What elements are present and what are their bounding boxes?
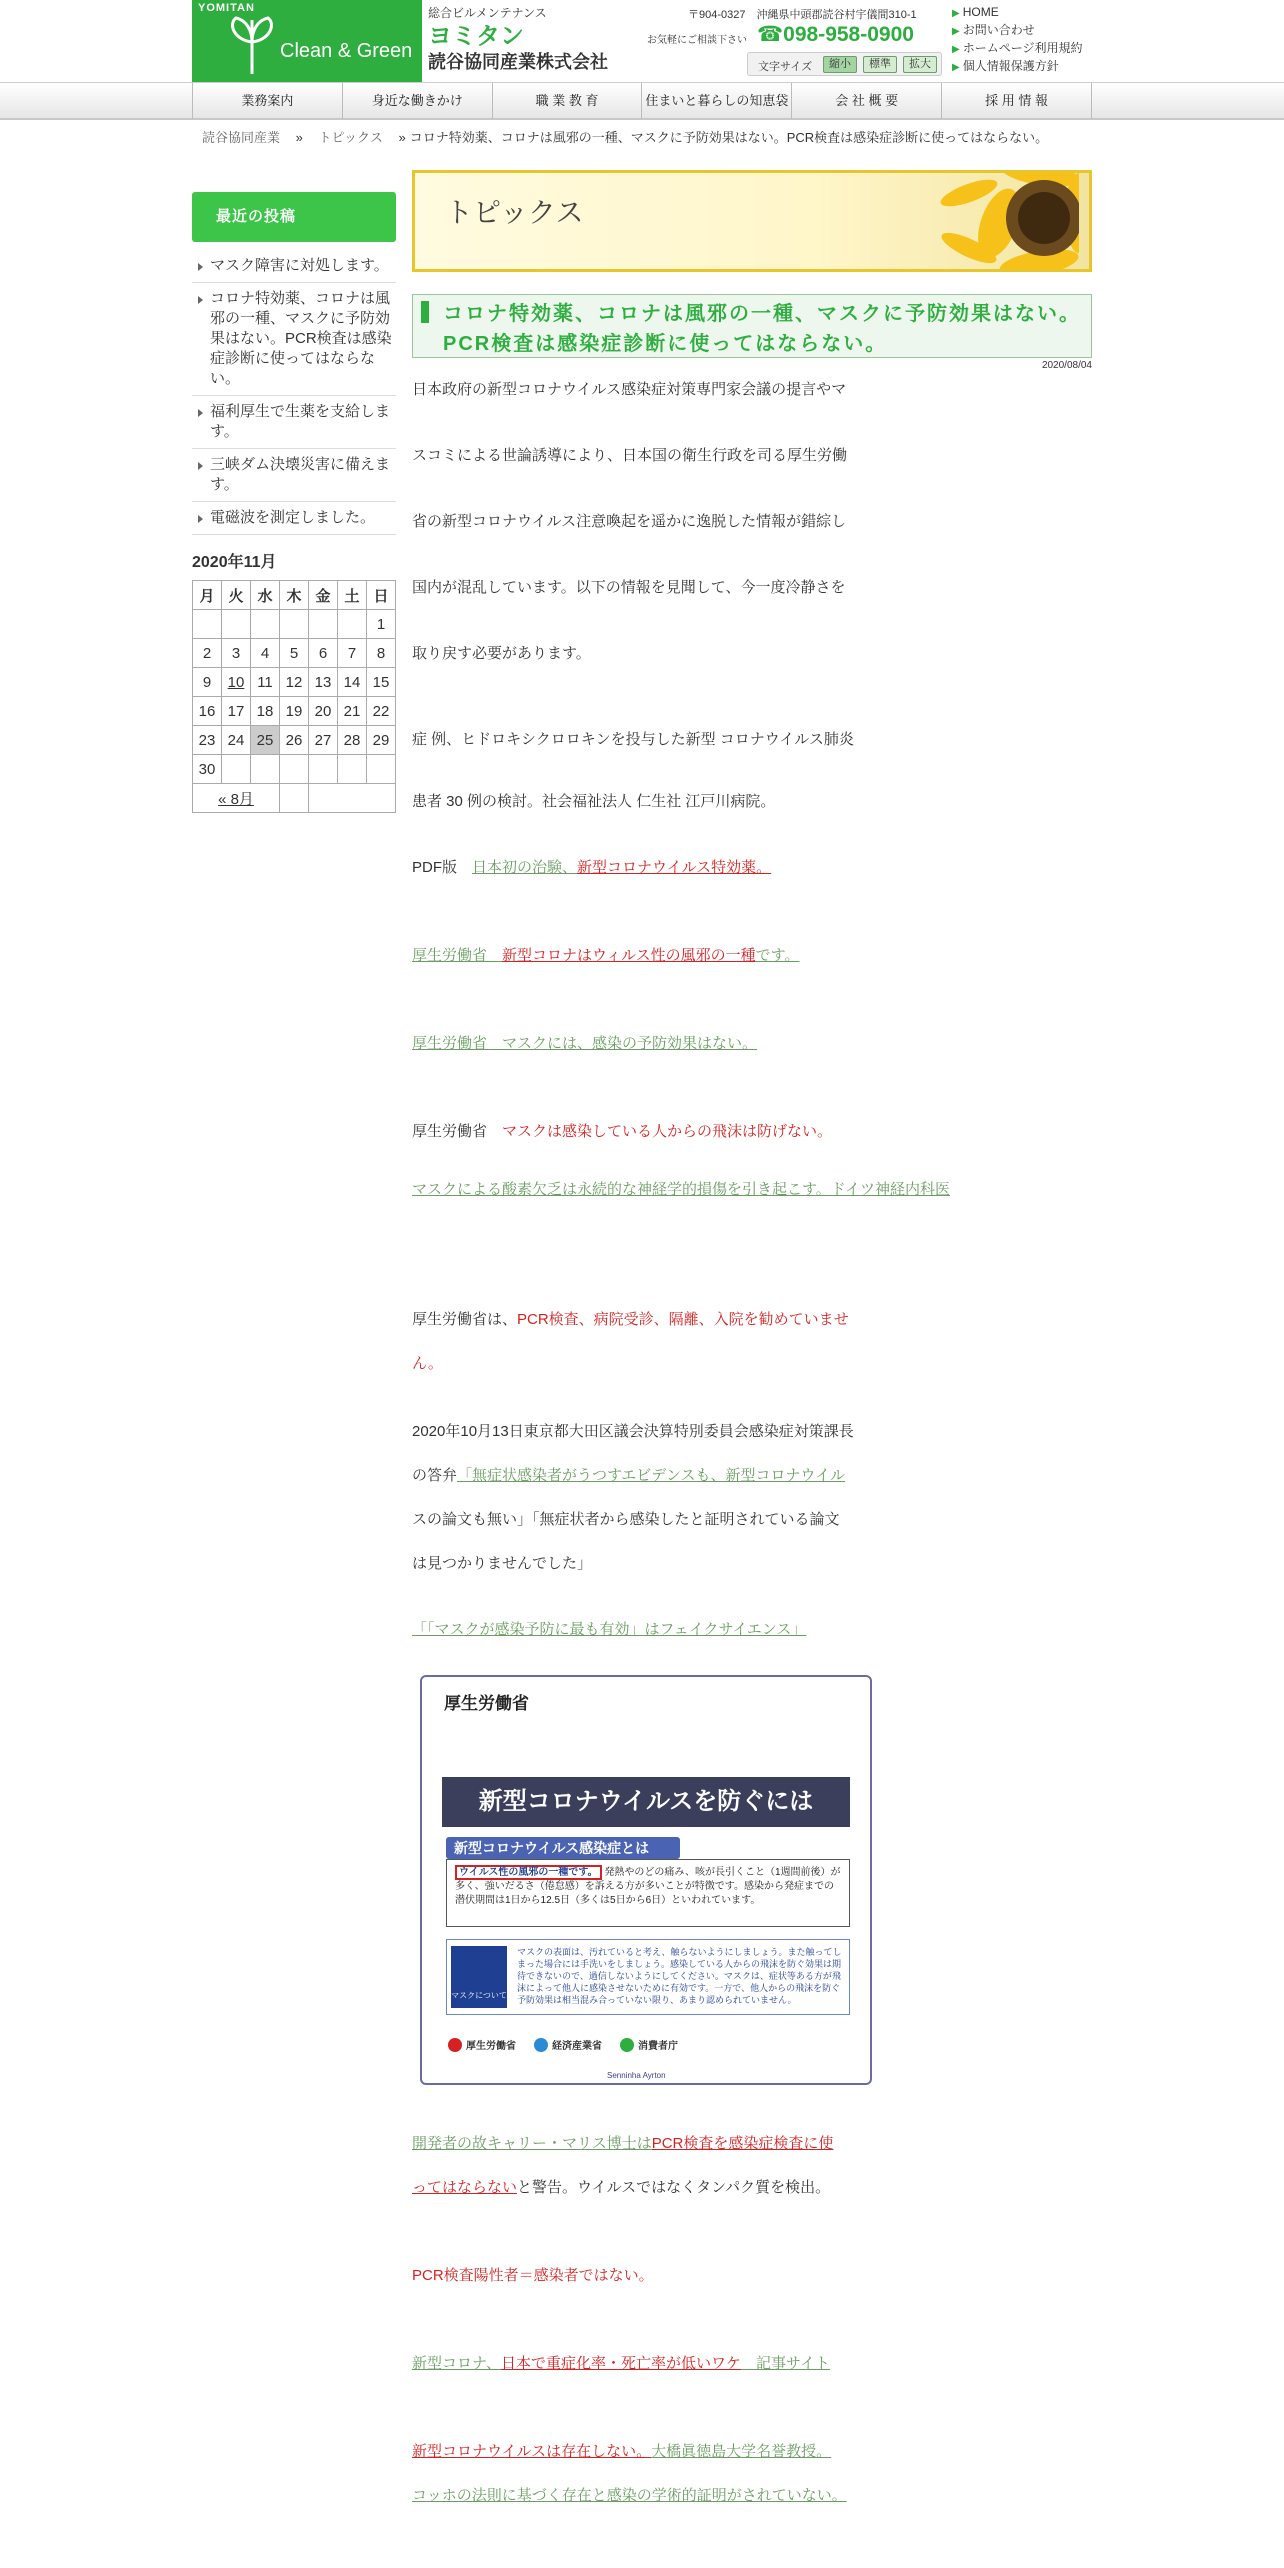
recent-post-item[interactable]: マスク障害に対処します。 bbox=[192, 250, 396, 283]
calendar-day bbox=[251, 610, 280, 639]
post-date: 2020/08/04 bbox=[1041, 360, 1092, 371]
contact bbox=[647, 22, 937, 46]
font-size-control bbox=[747, 52, 942, 76]
breadcrumb-separator: » bbox=[398, 130, 406, 145]
mask-damage-link[interactable]: マスクによる酸素欠乏は永続的な神経学的損傷を引き起こす。ドイツ神経内科医 bbox=[412, 1181, 951, 1198]
top-links bbox=[952, 4, 1082, 76]
calendar-day[interactable] bbox=[222, 668, 251, 697]
banner-title: トピックス bbox=[445, 197, 584, 228]
meti-logo bbox=[534, 2037, 602, 2052]
mhlw-poster-image bbox=[420, 1675, 872, 2085]
poster-tag: ウイルス性の風邪の一種です。 bbox=[455, 1865, 602, 1880]
intro-line: 取り戻す必要があります。 bbox=[412, 645, 591, 662]
calendar-day: 12 bbox=[280, 668, 309, 697]
breadcrumb-current: コロナ特効薬、コロナは風邪の一種、マスクに予防効果はない。PCR検査は感染症診断に使ってはならない。 bbox=[409, 130, 1049, 145]
top-link-privacy[interactable] bbox=[952, 58, 1082, 76]
nav-living[interactable]: 住まいと暮らしの知恵袋 bbox=[641, 83, 791, 119]
logo-label: 消費者庁 bbox=[638, 2041, 678, 2052]
pdf-link-red[interactable]: 新型コロナウイルス特効薬。 bbox=[577, 859, 772, 876]
poster-subtitle: 新型コロナウイルス感染症とは bbox=[446, 1837, 680, 1859]
link-text: 厚生労働省 bbox=[412, 947, 503, 964]
calendar-day: 17 bbox=[222, 697, 251, 726]
calendar-day-link[interactable]: 10 bbox=[227, 673, 245, 691]
calendar-day: 25 bbox=[251, 726, 280, 755]
ota-link[interactable]: 「無症状感染者がうつすエビデンスも、新型コロナウイル bbox=[457, 1467, 846, 1484]
pdf-link[interactable]: 日本初の治験、 bbox=[472, 859, 578, 876]
calendar bbox=[192, 580, 396, 813]
link-text-red: 新型コロナはウィルス性の風邪の一種 bbox=[502, 947, 756, 964]
post-body bbox=[412, 371, 1092, 2568]
pcr-line-cont: ん。 bbox=[412, 1355, 443, 1372]
calendar-day: 5 bbox=[280, 639, 309, 668]
mhlw-droplet-line bbox=[412, 1121, 932, 1143]
mhlw-label: 厚生労働省 bbox=[412, 1123, 503, 1140]
calendar-day: 24 bbox=[222, 726, 251, 755]
exist-link[interactable]: 大橋眞徳島大学名誉教授。 bbox=[651, 2443, 832, 2460]
breadcrumb bbox=[192, 128, 1092, 148]
calendar-day: 3 bbox=[222, 639, 251, 668]
calendar-day: 19 bbox=[280, 697, 309, 726]
logo[interactable] bbox=[192, 0, 422, 82]
font-size-label: 文字サイズ bbox=[758, 61, 813, 73]
font-large-button[interactable]: 拡大 bbox=[903, 56, 937, 73]
logo-top-text: YOMITAN bbox=[198, 2, 255, 14]
intro-line: 国内が混乱しています。以下の情報を見聞して、今一度冷静さを bbox=[412, 579, 846, 596]
calendar-day: 29 bbox=[367, 726, 396, 755]
mhlw-mask-link[interactable]: 厚生労働省 マスクには、感染の予防効果はない。 bbox=[412, 1035, 758, 1052]
caa-logo bbox=[620, 2037, 678, 2052]
calendar-weekday: 火 bbox=[222, 581, 251, 610]
fake-science-link[interactable]: 「「マスクが感染予防に最も有効」はフェイクサイエンス」 bbox=[412, 1621, 807, 1638]
calendar-empty bbox=[309, 784, 396, 813]
calendar-day: 30 bbox=[193, 755, 222, 784]
recent-posts-list bbox=[192, 250, 396, 535]
post-title bbox=[412, 294, 1092, 358]
ota-line: 2020年10月13日東京都大田区議会決算特別委員会感染症対策課長 bbox=[412, 1423, 854, 1440]
pdf-line bbox=[412, 857, 932, 879]
calendar-day bbox=[280, 610, 309, 639]
top-link-label: 個人情報保護方針 bbox=[962, 59, 1059, 73]
mullis-text: と警告。ウイルスではなくタンパク質を検出。 bbox=[517, 2179, 831, 2196]
droplet-text: マスクは感染している人からの飛沫は防げない。 bbox=[502, 1123, 833, 1140]
recent-post-item[interactable]: 福利厚生で生薬を支給します。 bbox=[192, 396, 396, 449]
link-text-red: 日本で重症化率・死亡率が低いワケ bbox=[500, 2355, 741, 2372]
mullis-link-red[interactable]: ってはならない bbox=[412, 2179, 518, 2196]
calendar-day: 21 bbox=[338, 697, 367, 726]
mhlw-cold-link[interactable] bbox=[412, 945, 932, 967]
calendar-day: 1 bbox=[367, 610, 396, 639]
poster-mask-text: マスクの表面は、汚れていると考え、触らないようにしましょう。また触ってしまった場合には手洗いをしましょう。感染している人からの飛沫を防ぐ効果は期待できないので、過信しないようにしてください。マスクは、症状等ある方が飛沫によって他人に感染させないために有効です。一方で、他人からの飛沫を防ぐ予防効果は相当混み合っていない限り、あまり認められていません。 bbox=[517, 1947, 842, 2005]
topics-banner bbox=[412, 170, 1092, 272]
post-title-text: コロナ特効薬、コロナは風邪の一種、マスクに予防効果はない。PCR検査は感染症診断に使ってはならない。 bbox=[443, 303, 1081, 355]
company-block bbox=[428, 4, 608, 73]
main-content bbox=[412, 170, 1092, 2568]
intro-line: 省の新型コロナウイルス注意喚起を遥かに逸脱した情報が錯綜し bbox=[412, 513, 847, 530]
calendar-weekday: 金 bbox=[309, 581, 338, 610]
top-link-contact[interactable] bbox=[952, 22, 1082, 40]
font-small-button[interactable]: 縮小 bbox=[823, 56, 857, 73]
calendar-day: 4 bbox=[251, 639, 280, 668]
ota-text: の答弁 bbox=[412, 1467, 458, 1484]
calendar-title: 2020年11月 bbox=[192, 554, 277, 571]
mask-icon bbox=[451, 1946, 507, 2008]
mullis-line bbox=[412, 2133, 932, 2155]
pcr-positive-text: PCR検査陽性者＝感染者ではない。 bbox=[412, 2267, 654, 2284]
pdf-label: PDF版 bbox=[412, 859, 473, 876]
mhlw-logo bbox=[448, 2037, 516, 2052]
calendar-weekday: 月 bbox=[193, 581, 222, 610]
mask-label: マスクについて bbox=[451, 1991, 507, 2000]
logo-label: 経済産業省 bbox=[552, 2041, 602, 2052]
breadcrumb-topics[interactable]: トピックス bbox=[318, 130, 383, 145]
triangle-icon: ▶ bbox=[952, 62, 960, 73]
top-link-label: HOME bbox=[962, 5, 999, 19]
poster-ministry: 厚生労働省 bbox=[444, 1694, 529, 1713]
poster-title: 新型コロナウイルスを防ぐには bbox=[442, 1777, 850, 1827]
japan-article-link[interactable] bbox=[412, 2353, 932, 2375]
calendar-day: 7 bbox=[338, 639, 367, 668]
mullis-link-red[interactable]: PCR検査を感染症検査に使 bbox=[651, 2135, 834, 2152]
top-link-terms[interactable] bbox=[952, 40, 1082, 58]
triangle-icon: ▶ bbox=[952, 8, 960, 19]
company-tagline: 総合ビルメンテナンス bbox=[428, 6, 547, 20]
calendar-day bbox=[338, 610, 367, 639]
address: 〒904-0327 沖縄県中頭郡読谷村宇儀間310-1 bbox=[688, 9, 917, 21]
top-link-home[interactable] bbox=[952, 4, 1082, 22]
site-header bbox=[192, 0, 1092, 82]
recent-post-item[interactable]: 三峡ダム決壊災害に備えます。 bbox=[192, 449, 396, 502]
calendar-weekday: 水 bbox=[251, 581, 280, 610]
nav-outreach[interactable]: 身近な働きかけ bbox=[342, 83, 492, 119]
ota-line: スの論文も無い」「無症状者から感染したと証明されている論文 bbox=[412, 1511, 840, 1528]
poster-mask-box bbox=[446, 1939, 850, 2015]
case-line: 症 例、ヒドロキシクロロキンを投与した新型 コロナウイルス肺炎 bbox=[412, 731, 854, 748]
nav-education[interactable]: 職 業 教 育 bbox=[492, 83, 642, 119]
leaf-logo-icon bbox=[222, 12, 282, 76]
calendar-day: 26 bbox=[280, 726, 309, 755]
sunflower-image bbox=[929, 170, 1079, 272]
triangle-icon: ▶ bbox=[952, 26, 960, 37]
calendar-day: 20 bbox=[309, 697, 338, 726]
phone-number: ☎098-958-0900 bbox=[757, 23, 914, 46]
recent-posts-heading: 最近の投稿 bbox=[192, 192, 396, 242]
calendar-prev-link[interactable]: « 8月 bbox=[193, 784, 280, 813]
nav-company[interactable]: 会 社 概 要 bbox=[791, 83, 941, 119]
intro-line: 日本政府の新型コロナウイルス感染症対策専門家会議の提言やマ bbox=[412, 381, 847, 398]
exist-line bbox=[412, 2441, 932, 2463]
calendar-day: 2 bbox=[193, 639, 222, 668]
calendar-day bbox=[309, 610, 338, 639]
contact-label: お気軽にご相談下さい bbox=[647, 35, 747, 46]
calendar-day: 18 bbox=[251, 697, 280, 726]
top-link-label: お問い合わせ bbox=[962, 23, 1035, 37]
calendar-day bbox=[280, 755, 309, 784]
calendar-day bbox=[251, 755, 280, 784]
calendar-day: 14 bbox=[338, 668, 367, 697]
calendar-day: 15 bbox=[367, 668, 396, 697]
koch-link[interactable]: コッホの法則に基づく存在と感染の学術的証明がされていない。 bbox=[412, 2487, 847, 2504]
calendar-day bbox=[222, 755, 251, 784]
calendar-day bbox=[367, 755, 396, 784]
calendar-weekday: 木 bbox=[280, 581, 309, 610]
global-nav bbox=[0, 82, 1284, 120]
pcr-line bbox=[412, 1309, 932, 1331]
pcr-text: 厚生労働省は、 bbox=[412, 1311, 518, 1328]
intro-line: スコミによる世論誘導により、日本国の衛生行政を司る厚生労働 bbox=[412, 447, 848, 464]
calendar-weekday: 日 bbox=[367, 581, 396, 610]
recent-post-item[interactable]: 電磁波を測定しました。 bbox=[192, 502, 396, 535]
calendar-weekday: 土 bbox=[338, 581, 367, 610]
pcr-text-red: PCR検査、病院受診、隔離、入院を勧めていませ bbox=[517, 1311, 849, 1328]
case-line: 患者 30 例の検討。社会福祉法人 仁生社 江戸川病院。 bbox=[412, 793, 776, 810]
link-text: 記事サイト bbox=[740, 2355, 830, 2372]
poster-description bbox=[446, 1859, 850, 1927]
calendar-day: 11 bbox=[251, 668, 280, 697]
calendar-empty bbox=[280, 784, 309, 813]
top-link-label: ホームページ利用規約 bbox=[962, 41, 1083, 55]
poster-desc-text: 発熱やのどの痛み、咳が長引くこと（1週間前後）が多く、強いだるさ（倦怠感）を訴える方が多いことが特徴です。感染から発症までの潜伏期間は1日から12.5日（多くは5日から6日）といわれています。 bbox=[455, 1867, 841, 1906]
calendar-day: 9 bbox=[193, 668, 222, 697]
triangle-icon: ▶ bbox=[952, 44, 960, 55]
calendar-day bbox=[338, 755, 367, 784]
mullis-link[interactable]: 開発者の故キャリー・マリス博士は bbox=[412, 2135, 652, 2152]
link-text: 新型コロナ、 bbox=[412, 2355, 501, 2372]
calendar-day: 8 bbox=[367, 639, 396, 668]
recent-post-item[interactable]: コロナ特効薬、コロナは風邪の一種、マスクに予防効果はない。PCR検査は感染症診断に使ってはならない。 bbox=[192, 283, 396, 396]
calendar-day bbox=[193, 610, 222, 639]
mullis-line bbox=[412, 2177, 932, 2199]
ota-line: は見つかりませんでした」 bbox=[412, 1555, 593, 1572]
breadcrumb-home[interactable]: 読谷協同産業 bbox=[202, 130, 281, 145]
calendar-day: 6 bbox=[309, 639, 338, 668]
nav-business[interactable]: 業務案内 bbox=[192, 83, 342, 119]
font-normal-button[interactable]: 標準 bbox=[863, 56, 897, 73]
link-text: です。 bbox=[755, 947, 800, 964]
calendar-day: 23 bbox=[193, 726, 222, 755]
poster-credit: Senninha Ayrton bbox=[607, 2071, 666, 2080]
calendar-day bbox=[222, 610, 251, 639]
calendar-day: 22 bbox=[367, 697, 396, 726]
nav-recruit[interactable]: 採 用 情 報 bbox=[941, 83, 1092, 119]
calendar-day: 28 bbox=[338, 726, 367, 755]
calendar-day: 16 bbox=[193, 697, 222, 726]
breadcrumb-separator: » bbox=[295, 130, 303, 145]
logo-label: 厚生労働省 bbox=[466, 2041, 516, 2052]
company-full-name: 読谷協同産業株式会社 bbox=[428, 52, 608, 72]
calendar-day: 27 bbox=[309, 726, 338, 755]
calendar-day bbox=[309, 755, 338, 784]
ota-line bbox=[412, 1465, 932, 1487]
company-name: ヨミタン bbox=[428, 23, 524, 50]
poster-logos bbox=[448, 2037, 678, 2052]
calendar-day: 13 bbox=[309, 668, 338, 697]
logo-text: Clean & Green bbox=[280, 40, 413, 62]
sidebar bbox=[192, 192, 396, 813]
exist-link-red[interactable]: 新型コロナウイルスは存在しない。 bbox=[412, 2443, 652, 2460]
